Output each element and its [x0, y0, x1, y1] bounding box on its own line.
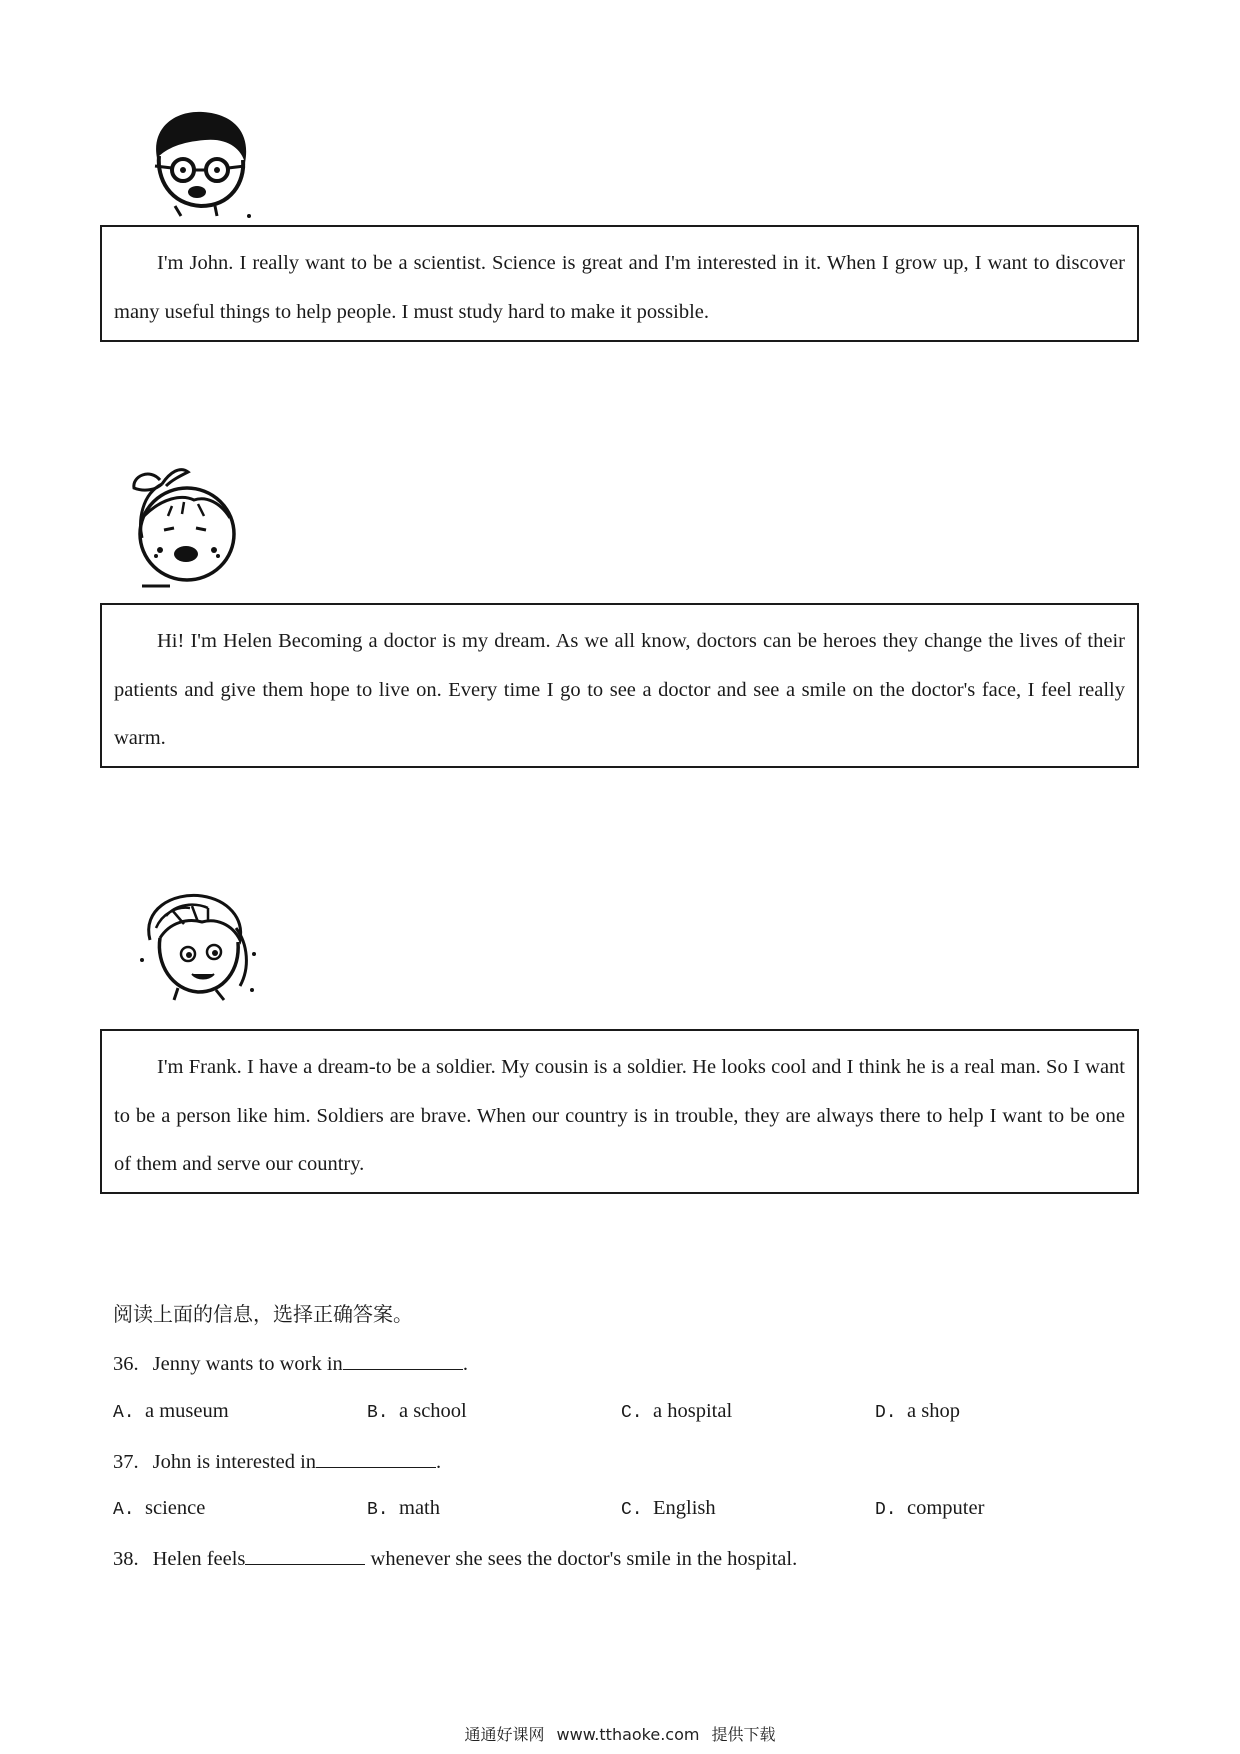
passage-john-text: I'm John. I really want to be a scientist. Science is great and I'm interested in it. When I grow up, I want to discover many useful things to help people. I must study hard to make it possible.: [114, 252, 1125, 323]
answer-blank[interactable]: [316, 1449, 436, 1468]
option-letter: B.: [367, 1403, 389, 1423]
passage-frank: [100, 1029, 1139, 1194]
page-footer: [0, 1722, 1240, 1745]
john-avatar-illustration: [145, 108, 260, 220]
option-text: science: [145, 1497, 206, 1519]
option-letter: A.: [113, 1403, 135, 1423]
option-a[interactable]: [113, 1400, 229, 1423]
option-a[interactable]: [113, 1497, 205, 1520]
question-stem-end: .: [462, 1353, 468, 1375]
passage-john: [100, 225, 1139, 342]
option-text: a museum: [145, 1400, 229, 1422]
passage-frank-text: I'm Frank. I have a dream-to be a soldier. My cousin is a soldier. He looks cool and I think he is a real man. So I want to be a person like him. Soldiers are brave. When our country is in trouble, they are always there to help I want to be one of them and serve our country.: [114, 1056, 1125, 1175]
question-stem-end: whenever she sees the doctor's smile in the hospital.: [365, 1548, 798, 1570]
question-number: 37.: [113, 1451, 139, 1473]
question-stem: John is interested in: [152, 1451, 317, 1473]
answer-blank[interactable]: [245, 1546, 365, 1565]
option-c[interactable]: [621, 1400, 732, 1423]
option-letter: D.: [875, 1500, 897, 1520]
question-37: [113, 1449, 441, 1474]
footer-url[interactable]: www.tthaoke.com: [556, 1725, 700, 1744]
question-stem: Jenny wants to work in: [152, 1353, 343, 1375]
option-text: a shop: [907, 1400, 960, 1422]
footer-suffix: 提供下载: [711, 1725, 776, 1744]
option-b[interactable]: [367, 1400, 467, 1423]
passage-helen-text: Hi! I'm Helen Becoming a doctor is my dream. As we all know, doctors can be heroes they change the lives of their patients and give them hope to live on. Every time I go to see a doctor and see a smile on the doctor's face, I feel really warm.: [114, 630, 1125, 749]
option-letter: C.: [621, 1500, 643, 1520]
option-letter: B.: [367, 1500, 389, 1520]
passage-helen: [100, 603, 1139, 768]
option-text: math: [399, 1497, 440, 1519]
question-stem: Helen feels: [152, 1548, 246, 1570]
option-text: computer: [907, 1497, 985, 1519]
frank-avatar-illustration: [132, 888, 262, 1006]
question-36: [113, 1351, 468, 1376]
question-37-options: [113, 1497, 1113, 1527]
question-38: [113, 1546, 797, 1571]
answer-blank[interactable]: [343, 1351, 463, 1370]
option-b[interactable]: [367, 1497, 440, 1520]
helen-avatar-illustration: [122, 458, 247, 590]
option-c[interactable]: [621, 1497, 716, 1520]
footer-site-name: 通通好课网: [464, 1725, 545, 1744]
option-letter: D.: [875, 1403, 897, 1423]
question-number: 38.: [113, 1548, 139, 1570]
option-d[interactable]: [875, 1497, 984, 1520]
option-text: English: [653, 1497, 716, 1519]
question-number: 36.: [113, 1353, 139, 1375]
option-d[interactable]: [875, 1400, 960, 1423]
option-letter: C.: [621, 1403, 643, 1423]
option-text: a school: [399, 1400, 467, 1422]
instruction-text: 阅读上面的信息，选择正确答案。: [113, 1302, 413, 1326]
option-text: a hospital: [653, 1400, 733, 1422]
question-36-options: [113, 1400, 1113, 1430]
option-letter: A.: [113, 1500, 135, 1520]
question-stem-end: .: [436, 1451, 442, 1473]
